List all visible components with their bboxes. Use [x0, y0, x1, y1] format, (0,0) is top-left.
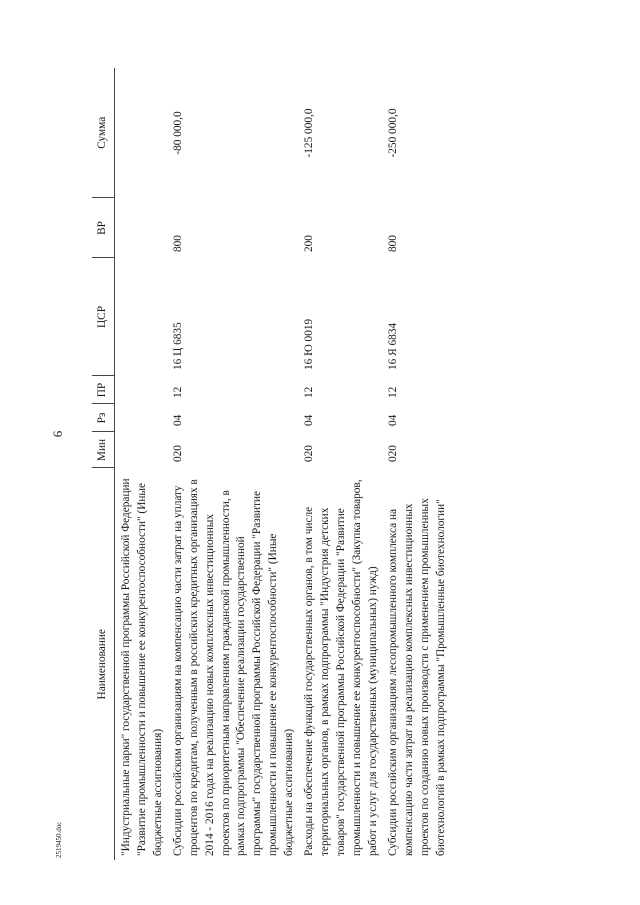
table-row [171, 68, 302, 860]
row-pr: 12 [171, 386, 184, 398]
page-number: 6 [50, 430, 65, 438]
header-min: Мин [92, 432, 115, 468]
row-sum: -125 000,0 [303, 108, 316, 158]
budget-table [92, 68, 453, 860]
row-pr: 12 [303, 386, 316, 398]
table-row [115, 68, 171, 860]
row-csr: 16 Ц 6835 [171, 322, 184, 370]
row-name: Расходы на обеспечение функций государственных органов, в том числе территориальных органов, в рамках подпрограммы "Индустрия детских товаров" государственной программы Российской Федерации "Развитие промышленности и повышение ее конкурентоспособности" (Закупка товаров, работ и услуг для государственных (муниципальных) нужд) [303, 479, 379, 856]
header-sum: Сумма [92, 68, 115, 198]
table-row [386, 68, 454, 860]
row-min: 020 [386, 445, 399, 462]
row-rz: 04 [171, 414, 184, 426]
row-csr: 16 Я 6834 [386, 322, 399, 370]
row-pr [115, 376, 171, 404]
row-name: "Индустриальные парки" государственной программы Российской Федерации "Развитие промышленности и повышение ее конкурентоспособности" (Иные бюджетные ассигнования) [120, 478, 164, 856]
document-code: 2519450.doc [55, 821, 63, 858]
row-sum: -80 000,0 [171, 111, 184, 155]
row-sum [115, 68, 171, 198]
row-name: Субсидии российским организациям на компенсацию части затрат на уплату процентов по кредитам, полученным в российских кредитных организациях в 2014 - 2016 годах на реализацию новых комплексных инвестиционных проектов по приоритетным направлениям гражданской промышленности, в рамках подпрограммы "Обеспечение реализации государственной программы" государственной программы Российской Федерации "Развитие промышленности и повышение ее конкурентоспособности" (Иные бюджетные ассигнования) [171, 479, 296, 856]
row-pr: 12 [386, 386, 399, 398]
row-csr: 16 Ю 0019 [303, 318, 316, 370]
row-vr: 800 [171, 235, 184, 252]
row-vr: 800 [386, 235, 399, 252]
header-csr: ЦСР [92, 258, 115, 376]
header-row [92, 68, 115, 860]
rotated-page [92, 68, 610, 860]
row-min: 020 [171, 445, 184, 462]
row-vr: 200 [303, 235, 316, 252]
row-vr [115, 198, 171, 258]
row-rz: 04 [386, 414, 399, 426]
row-rz [115, 404, 171, 432]
row-csr [115, 258, 171, 376]
header-rz: Рз [92, 404, 115, 432]
header-name: Наименование [92, 468, 115, 860]
row-name: Субсидии российским организациям лесопромышленного комплекса на компенсацию части затрат на реализацию комплексных инвестиционных проектов по созданию новых производств с применением промышленных биотехнологий в рамках подпрограммы "Промышленные биотехнологии" [386, 498, 447, 856]
header-vr: ВР [92, 198, 115, 258]
table-row [302, 68, 386, 860]
row-min [115, 432, 171, 468]
row-sum: -250 000,0 [386, 108, 399, 158]
row-min: 020 [303, 445, 316, 462]
row-rz: 04 [303, 414, 316, 426]
header-pr: ПР [92, 376, 115, 404]
